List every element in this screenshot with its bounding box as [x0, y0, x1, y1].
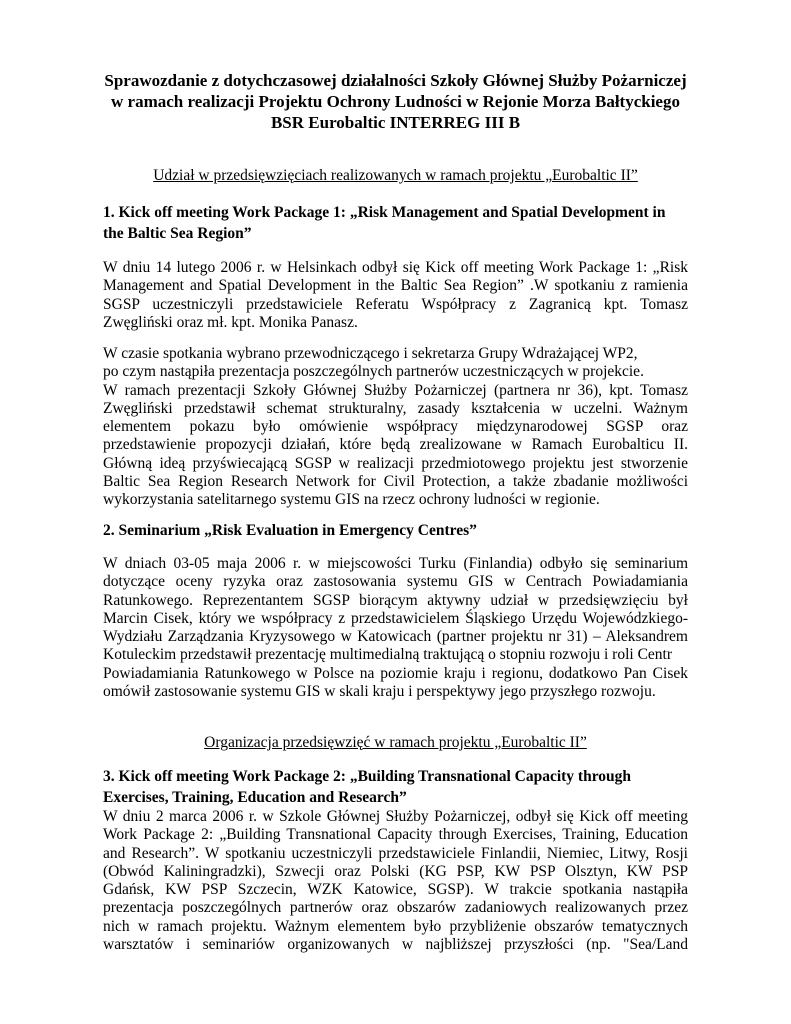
section3-heading-line: Exercises, Training, Education and Research” [103, 788, 407, 806]
text-line: Wydziału Zarządzania Kryzysowego w Katowicach (partner projektu nr 31) – Aleksandrem [103, 628, 688, 646]
text-line: W ramach prezentacji Szkoły Głównej Służby Pożarniczej (partnera nr 36), kpt. Tomasz [103, 381, 688, 399]
text-line: warsztatów i seminariów organizowanych w najbliższej przyszłości (np. "Sea/Land [103, 936, 688, 954]
text-line: przedstawienie propozycji działań, które będą zrealizowane w Ramach Eurobalticu II. [103, 436, 688, 454]
text-line: W dniu 2 marca 2006 r. w Szkole Głównej Służby Pożarniczej, odbył się Kick off meeting [103, 808, 688, 825]
text-line: W dniu 14 lutego 2006 r. w Helsinkach odbył się Kick off meeting Work Package 1: „Risk [103, 259, 688, 276]
text-line: Marcin Cisek, który we współpracy z przedstawicielem Śląskiego Urzędu Wojewódzkiego- [103, 609, 688, 627]
document-title-line: BSR Eurobaltic INTERREG III B [270, 113, 521, 132]
text-line: Powiadamiania Ratunkowego w Polsce na poziomie kraju i regionu, dodatkowo Pan Cisek [103, 664, 688, 682]
part1-heading: Udział w przedsięwzięciach realizowanych w ramach projektu „Eurobaltic II” [153, 167, 638, 184]
section1-heading-line: the Baltic Sea Region” [103, 224, 252, 242]
part2-heading: Organizacja przedsięwzięć w ramach projektu „Eurobaltic II” [204, 734, 587, 751]
document-title-line: Sprawozdanie z dotychczasowej działalności Szkoły Głównej Służby Pożarniczej [104, 71, 687, 90]
text-line: nich w ramach projektu. Ważnym elementem było przybliżenie obszarów tematycznych [103, 917, 688, 935]
section2-paragraph [103, 555, 688, 701]
text-line: Zwęgliński przedstawił schemat strukturalny, zasady kształcenia w uczelni. Ważnym [103, 399, 688, 417]
text-line: wykorzystania satelitarnego systemu GIS na rzecz ochrony ludności w regionie. [103, 491, 600, 509]
text-line: po czym nastąpiła prezentacja poszczególnych partnerów uczestniczących w projekcie. [103, 363, 644, 381]
section3-paragraph [103, 808, 688, 954]
text-line: Ratunkowego. Reprezentantem SGSP biorącym aktywny udział w przedsięwzięciu był [103, 591, 688, 609]
text-line: Work Package 2: „Building Transnational Capacity through Exercises, Training, Education [103, 826, 688, 844]
text-line: prezentacja poszczególnych partnerów oraz obszarów zadaniowych realizowanych przez [103, 899, 688, 917]
text-line: (Obwód Kaliningradzki), Szwecji oraz Polski (KG PSP, KW PSP Olsztyn, KW PSP [103, 862, 688, 880]
document-title-line: w ramach realizacji Projektu Ochrony Ludności w Rejonie Morza Bałtyckiego [111, 92, 680, 111]
text-line: Główną ideą przyświecającą SGSP w realizacji przedmiotowego projektu jest stworzenie [103, 454, 688, 472]
text-line: Kotuleckim przedstawił prezentację multimedialną traktującą o stopniu rozwoju i roli Centr [103, 646, 673, 664]
text-line: SGSP uczestniczyli przedstawiciele Referatu Współpracy z Zagranicą kpt. Tomasz [103, 295, 688, 313]
text-line: and Research”. W spotkaniu uczestniczyli przedstawiciele Finlandii, Niemiec, Litwy, Rosji [103, 844, 688, 862]
text-line: Gdańsk, KW PSP Szczecin, WZK Katowice, SGSP). W trakcie spotkania nastąpiła [103, 881, 688, 899]
section1-heading [103, 203, 703, 244]
section3-heading [103, 767, 703, 808]
text-line: omówił zastosowanie systemu GIS w skali kraju i perspektywy jego przyszłego rozwoju. [103, 683, 656, 701]
text-line: Zwęgliński oraz mł. kpt. Monika Panasz. [103, 313, 358, 331]
document-title [60, 70, 731, 133]
text-line: dotyczące oceny ryzyka oraz zastosowania systemu GIS w Centrach Powiadamiania [103, 573, 688, 591]
section1-heading-line: 1. Kick off meeting Work Package 1: „Risk Management and Spatial Development in [103, 204, 666, 221]
text-line: W czasie spotkania wybrano przewodniczącego i sekretarza Grupy Wdrażającej WP2, [103, 345, 638, 362]
text-line: Management and Spatial Development in the Baltic Sea Region” .W spotkaniu z ramienia [103, 277, 688, 295]
section1-paragraph-2 [103, 345, 688, 510]
section2-heading: 2. Seminarium „Risk Evaluation in Emergency Centres” [103, 522, 477, 539]
section3-heading-line: 3. Kick off meeting Work Package 2: „Building Transnational Capacity through [103, 768, 632, 785]
text-line: Baltic Sea Region Research Network for Civil Protection, a także zbadanie możliwości [103, 473, 688, 491]
text-line: W dniach 03-05 maja 2006 r. w miejscowości Turku (Finlandia) odbyło się seminarium [103, 555, 688, 572]
text-line: elementem pokazu było omówienie współpracy międzynarodowej SGSP oraz [103, 418, 688, 436]
section1-paragraph-1 [103, 259, 688, 332]
